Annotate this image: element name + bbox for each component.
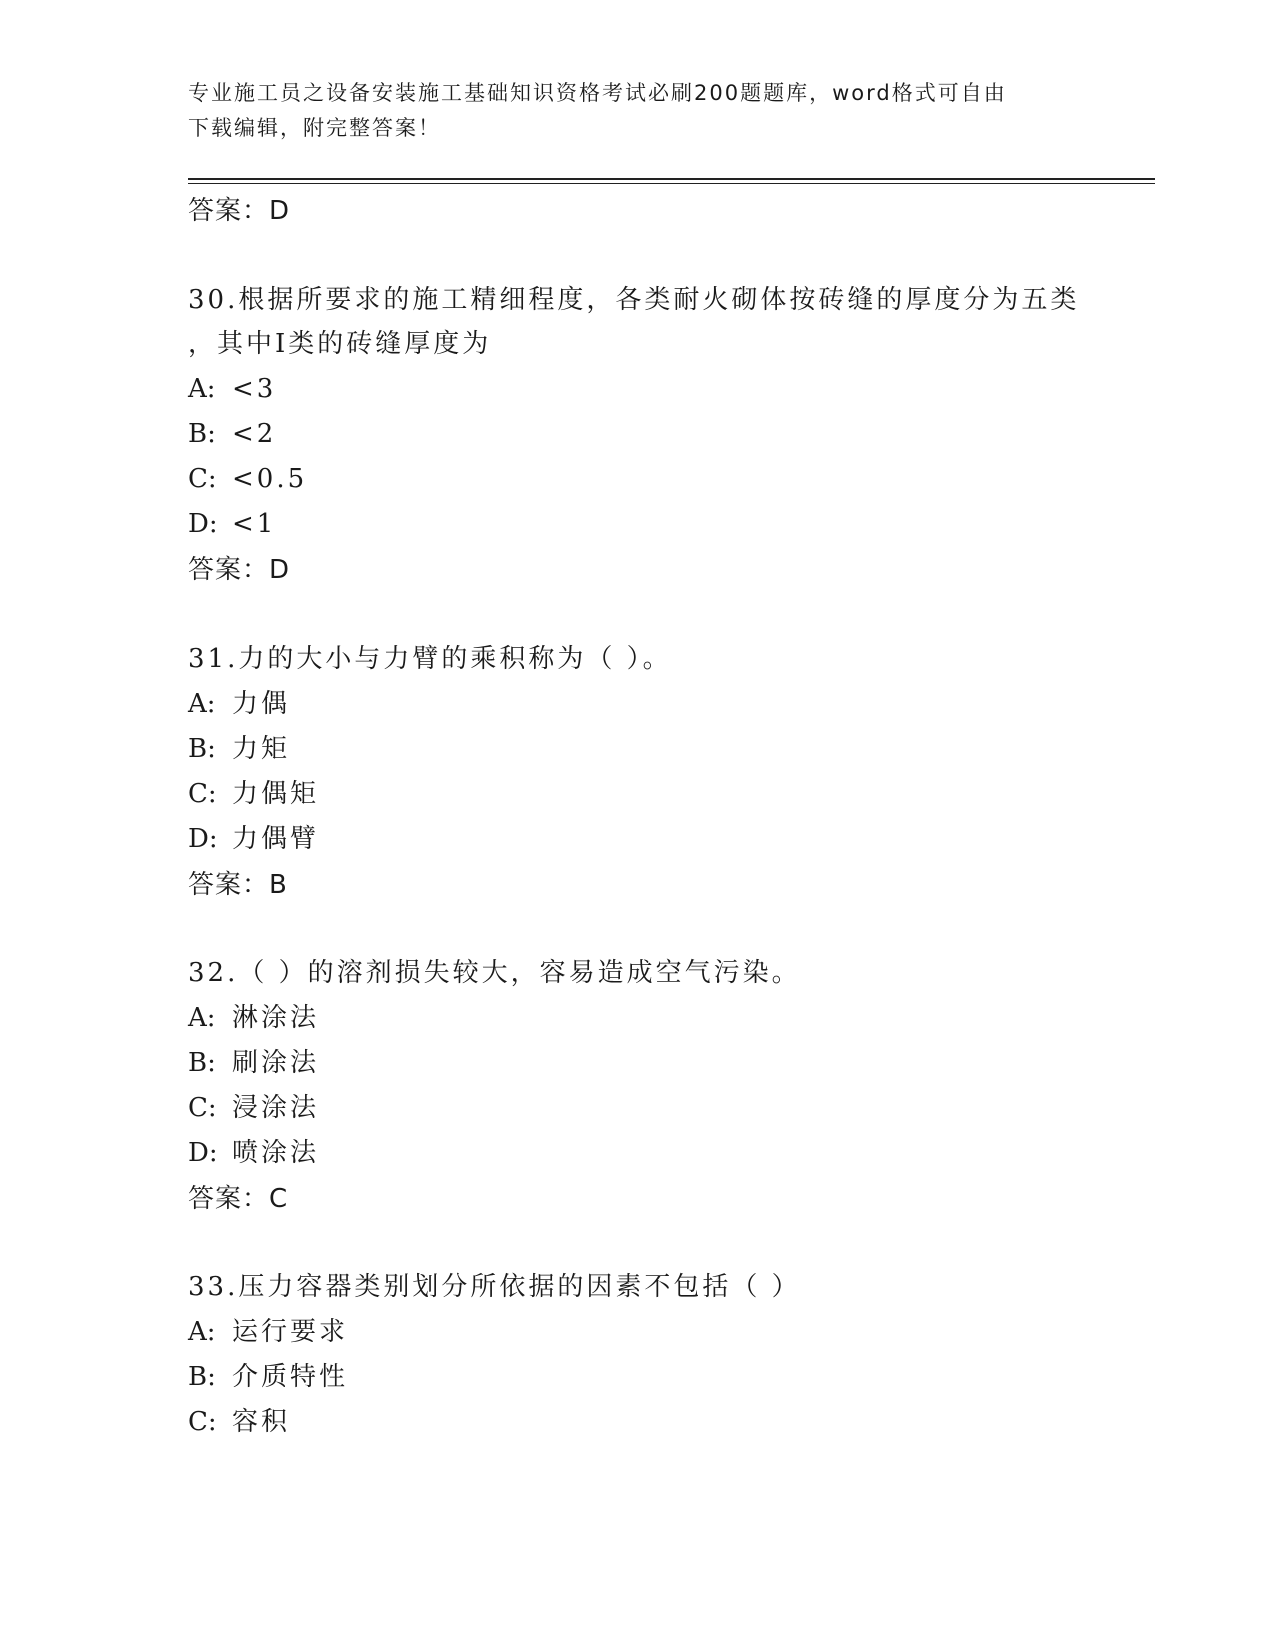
option-letter: C:	[188, 779, 217, 809]
question-30-option-c	[188, 462, 307, 496]
option-text: 力偶矩	[232, 779, 320, 809]
option-letter: B:	[188, 419, 216, 449]
option-text: 力偶臂	[232, 824, 320, 854]
option-text: 喷涂法	[232, 1138, 320, 1168]
question-30-option-d	[188, 507, 276, 541]
option-letter: C:	[188, 1407, 217, 1437]
question-30-stem: 30.根据所要求的施工精细程度，各类耐火砌体按砖缝的厚度分为五类	[188, 285, 1080, 315]
option-letter: C:	[188, 464, 217, 494]
question-33-option-b	[188, 1360, 348, 1394]
option-letter: A:	[188, 1003, 216, 1033]
option-text: 淋涂法	[232, 1003, 320, 1033]
header-line-1: 专业施工员之设备安装施工基础知识资格考试必刷200题题库，word格式可自由	[188, 81, 1007, 105]
question-32-option-c	[188, 1091, 319, 1125]
question-30-stem-continued: ，其中Ⅰ类的砖缝厚度为	[188, 329, 492, 359]
question-32-stem: 32.（ ）的溶剂损失较大，容易造成空气污染。	[188, 958, 801, 988]
option-letter: A:	[188, 374, 216, 404]
question-31-option-b	[188, 732, 290, 766]
question-30-option-b	[188, 417, 276, 451]
option-letter: A:	[188, 689, 216, 719]
option-letter: C:	[188, 1093, 217, 1123]
option-text: 力偶	[232, 689, 291, 719]
question-31-option-c	[188, 777, 319, 811]
question-32-option-d	[188, 1136, 319, 1170]
question-33-stem: 33.压力容器类别划分所依据的因素不包括（ ）	[188, 1272, 801, 1302]
question-32-option-b	[188, 1046, 319, 1080]
header-divider-thick	[188, 178, 1155, 180]
option-letter: D:	[188, 824, 218, 854]
question-33-option-a	[188, 1315, 348, 1349]
option-text: 刷涂法	[232, 1048, 320, 1078]
option-letter: D:	[188, 1138, 218, 1168]
question-31-option-a	[188, 687, 290, 721]
option-letter: B:	[188, 734, 216, 764]
option-text: <0.5	[232, 464, 308, 494]
header-line-2: 下载编辑，附完整答案！	[188, 116, 441, 140]
option-letter: B:	[188, 1362, 216, 1392]
answer-line: 答案：D	[188, 196, 291, 226]
question-32-answer: 答案：C	[188, 1184, 289, 1214]
option-text: <3	[232, 374, 277, 404]
option-text: 介质特性	[232, 1362, 349, 1392]
question-30-answer: 答案：D	[188, 555, 291, 585]
question-31-stem: 31.力的大小与力臂的乘积称为（ ）。	[188, 644, 672, 674]
question-32-option-a	[188, 1001, 319, 1035]
question-33-option-c	[188, 1405, 290, 1439]
option-text: 运行要求	[232, 1317, 349, 1347]
document-header	[188, 76, 1088, 146]
option-text: 容积	[232, 1407, 291, 1437]
question-31-option-d	[188, 822, 319, 856]
question-30-option-a	[188, 372, 276, 406]
option-text: 力矩	[232, 734, 291, 764]
header-divider-thin	[188, 183, 1155, 184]
option-text: <2	[232, 419, 277, 449]
option-text: 浸涂法	[232, 1093, 320, 1123]
question-31-answer: 答案：B	[188, 870, 288, 900]
option-text: <1	[232, 509, 277, 539]
option-letter: D:	[188, 509, 218, 539]
option-letter: B:	[188, 1048, 216, 1078]
option-letter: A:	[188, 1317, 216, 1347]
